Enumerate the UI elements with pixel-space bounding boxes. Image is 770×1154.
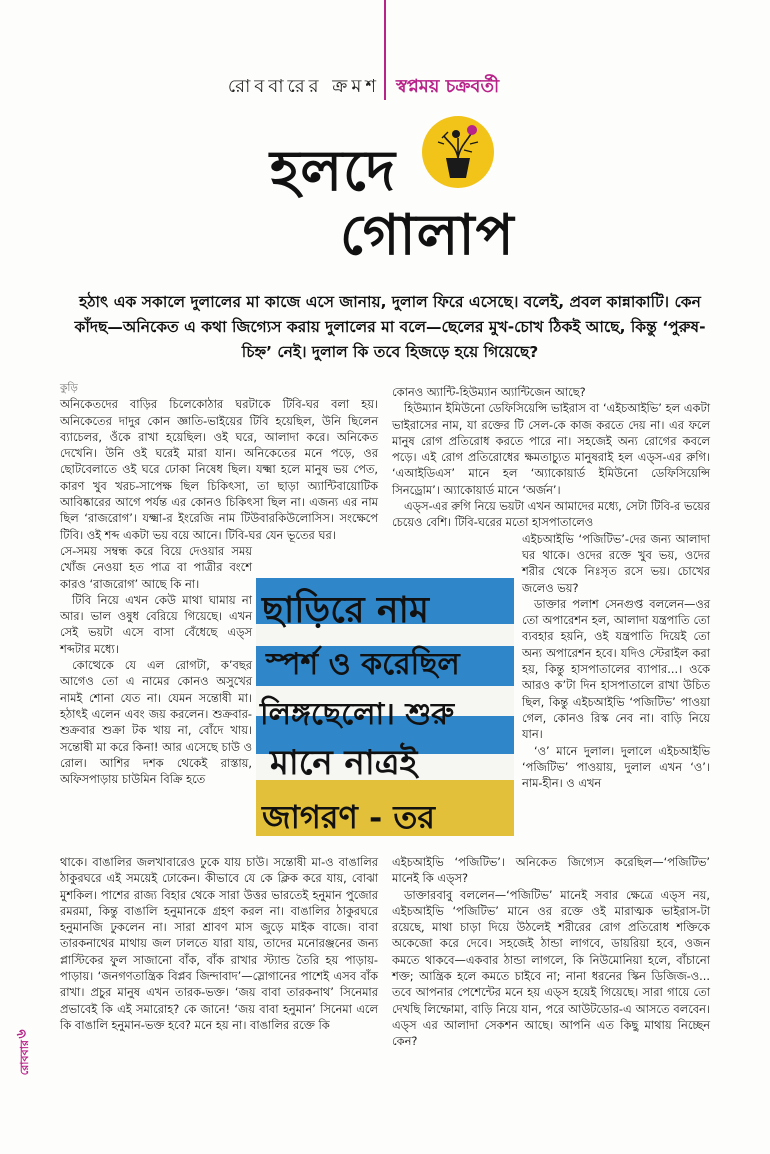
title-line-1: হলদে	[270, 138, 397, 204]
bottom-left-paragraph: থাকে। বাঙালির জলখাবারেও ঢুকে যায় চাউ। সন্তোষী মা-ও বাঙালির ঠাকুরঘরে এই সময়েই ঢোকেন। কীভাবে যে কে ক্লিক করে যায়, বোঝা মুশকিল। পাশের রাজ্য বিহার থেকে সারা উত্তর ভারতেই হনুমান পুজোর রমরমা, কিন্তু বাঙালি হনুমানকে গ্রহণ করল না। বাঙালির ঠাকুরঘরে হনুমানজি ঢুকলেন না। সারা শ্রাবণ মাস জুড়ে মাইক বাজে। বাবা তারকনাথের মাথায় জল ঢালতে যারা যায়, তাদের মনোরঞ্জনের জন্য প্লাস্টিকের ফুল সাজানো বাঁক, বাঁক রাখার স্ট্যান্ড তৈরি হয় পাড়ায়-পাড়ায়। ‘জনগণতান্ত্রিক বিপ্লব জিন্দাবাদ’—স্লোগানের পাশেই এসব বাঁক রাখা। প্রচুর মানুষ এখন তারক-ভক্ত। ‘জয় বাবা তারকনাথ’ সিনেমার প্রভাবেই কি এই সমারোহ? কে জানে! ‘জয় বাবা হনুমান’ সিনেমা এলে কি বাঙালি হনুমান-ভক্ত হবে? মনে হয় না। বাঙালির রক্তে কি	[60, 855, 378, 1032]
intro-blurb: হঠাৎ এক সকালে দুলালের মা কাজে এসে জানায়, দুলাল ফিরে এসেছে। বলেই, প্রবল কান্নাকাটি। কেন কাঁদছ—অনিকেত এ কথা জিগ্যেস করায় দুলালের মা বলে—ছেলের মুখ-চোখ ঠিকই আছে, কিন্তু ‘পুরুষ-চিহ্ন’ নেই। দুলাল কি তবে হিজড়ে হয়ে গিয়েছে?	[74, 293, 706, 361]
right-paragraph-4: এইচআইভি ‘পজিটিভ’-দের জন্য আলাদা ঘর থাকে। ওদের রক্তে খুব ভয়, ওদের শরীর থেকে নিঃসৃত রসে ভয়। চোখের জলেও ভয়?	[522, 531, 710, 595]
bottom-right-paragraph-2: ডাক্তারবাবু বললেন—‘পজিটিভ’ মানেই সবার ক্ষেত্রে এড্‌স নয়, এইচআইভি ‘পজিটিভ’ মানে ওর রক্তে ওই মারাত্মক ভাইরাস-টা রয়েছে, মাথা চাড়া দিয়ে উঠলেই শরীরের রোগ প্রতিরোধ শক্তিকে অকেজো করে দেবে। সহজেই ঠান্ডা লাগবে, ডায়রিয়া হবে, ওজন কমতে থাকবে—একবার ঠান্ডা লাগলে, কি নিউমোনিয়া হলে, বাঁচানো শক্ত; আন্ত্রিক হলে কমতে চাইবে না; নানা ধরনের স্কিন ডিজিজ-ও... তবে আপনার পেশেন্টের মনে হয় এড্‌স হয়েই গিয়েছে। সারা গায়ে তো দেখছি লিম্ফোমা, বাড়ি নিয়ে যান, পরে আউটডোর-এ আসতে বলবেন। এড্‌স এর আলাদা সেকশন আছে। আপনি এত কিছু মাথায় নিচ্ছেন কেন?	[392, 887, 710, 1049]
title-line-2: গোলাপ	[340, 202, 515, 268]
art-line-3: লিঙ্গছেলো। শুরু	[260, 697, 455, 732]
calligraphy-artwork	[256, 578, 514, 836]
art-line-4: মানে নাত্রই	[270, 743, 418, 783]
right-paragraph-5: ডাক্তার পলাশ সেনগুপ্ত বললেন—ওর তো অপারেশন হল, আলাদা যন্ত্রপাতি তো ব্যবহার হয়নি, ওই যন্ত্রপাতি দিয়েই তো অন্য অপারেশন হবে। যদিও স্টেরাইল করা হয়, কিন্তু হাসপাতালের ব্যাপার...। ওকে আরও ক’টা দিন হাসপাতালে রাখা উচিত ছিল, কিন্তু এইচআইভি ‘পজিটিভ’ পাওয়া গেল, কোনও রিস্ক নেব না। বাড়ি নিয়ে যান।	[522, 596, 710, 742]
art-line-1: ছাড়িরে নাম	[262, 589, 429, 631]
series-label: রোববারের ক্রমশ	[227, 76, 380, 97]
right-paragraph-1: কোনও অ্যান্টি-হিউম্যান অ্যান্টিজেন আছে?	[392, 385, 586, 399]
chapter-number: কুড়ি	[60, 382, 78, 394]
page-number: ৬	[13, 1029, 30, 1039]
left-paragraph-2: সে-সময় সম্বন্ধ করে বিয়ে দেওয়ার সময় খোঁজ নেওয়া হত পাত্র বা পাত্রীর বংশে কারও ‘রাজরোগ’ আছে কি না।	[60, 543, 252, 591]
right-narrow-block	[522, 531, 710, 792]
rose-pot-logo-icon	[420, 114, 496, 190]
bottom-right-paragraph-1: এইচআইভি ‘পজিটিভ’। অনিকেত জিগ্যেস করেছিল—‘পজিটিভ’ মানেই কি এড্‌স?	[392, 855, 710, 886]
top-divider	[384, 0, 386, 100]
left-paragraph-4: কোত্থেকে যে এল রোগটা, ক’বছর আগেও তো এ নামের কোনও অসুখের নামই শোনা যেত না। যেমন সন্তোষী মা। হঠাৎই এলেন এবং জয় করলেন। শুক্রবার-শুক্রবার শুক্রা টক খায় না, বোঁদে খায়। সন্তোষী মা করে কিনা! আর এসেছে চাউ ও রোল। আশির দশক থেকেই রাস্তায়, অফিসপাড়ায় চাউমিন বিক্রি হতে	[60, 658, 252, 787]
left-narrow-block	[60, 543, 252, 787]
author-name: স্বপ্নময় চক্রবর্তী	[396, 76, 500, 97]
right-paragraph-6: ‘ও’ মানে দুলাল। দুলালে এইচআইভি ‘পজিটিভ’ পাওয়ায়, দুলাল এখন ‘ও’। নাম-হীন। ও এখন	[522, 743, 710, 791]
bottom-left-column	[60, 854, 378, 1033]
art-line-2: স্পর্শ ও করেছিল	[266, 647, 460, 682]
left-paragraph-1: অনিকেতদের বাড়ির চিলেকোঠার ঘরটাকে টিবি-ঘর বলা হয়। অনিকেতের দাদুর কোন জ্ঞাতি-ভাইয়ের টিবি হয়েছিল, উনি ছিলেন ব্যাচেলর, ওঁকে রাখা হয়েছিল। ওই ঘরে, আলাদা করে। অনিকেত দেখেনি। উনি ওই ঘরেই মারা যান। অনিকেতের মনে পড়ে, ওর ছোটবেলাতে ওই ঘরে ঢোকা নিষেধ ছিল। যক্ষ্মা হলে মানুষ ভয় পেত, কারণ খুব খরচ-সাপেক্ষ ছিল চিকিৎসা, তা ছাড়া অ্যান্টিবায়োটিক আবিষ্কারের আগে পর্যন্ত এর কোনও চিকিৎসা ছিল না। এজন্য এর নাম ছিল ‘রাজরোগ’। যক্ষ্মা-র ইংরেজি নাম টিউবারকিউলোসিস। সংক্ষেপে টিবি। ওই শব্দ একটা ভয় বয়ে আনে। টিবি-ঘর যেন ভূতের ঘর।	[60, 397, 378, 542]
right-paragraph-3: এড্‌স-এর রুগি নিয়ে ভয়টা এখন আমাদের মধ্যে, সেটা টিবি-র ভয়ের চেয়েও বেশি। টিবি-ঘরের মতো হাসপাতালেও	[392, 499, 710, 530]
magazine-name: রোববার	[18, 1040, 31, 1076]
left-paragraph-3: টিবি নিয়ে এখন কেউ মাথা ঘামায় না আর। ভাল ওষুধ বেরিয়ে গিয়েছে। এখন সেই ভয়টা এসে বাসা বেঁধেছে এড্‌স শব্দটার মধ্যে।	[60, 592, 252, 656]
bottom-right-column	[392, 854, 710, 1050]
right-paragraph-2: হিউম্যান ইমিউনো ডেফিসিয়েন্সি ভাইরাস বা ‘এইচআইভি’ হল একটা ভাইরাসের নাম, যা রক্তের টি সেল-কে কাজ করতে দেয় না। এর ফলে মানুষ রোগ প্রতিরোধ করতে পারে না। সহজেই অন্য রোগের কবলে পড়ে। এই রোগ প্রতিরোধের ক্ষমতাচ্যুত মানুষরাই হল এড্‌স-এর রুগি। ‘এআইডিএস’ মানে হল ‘অ্যাকোয়ার্ড ইমিউনো ডেফিসিয়েন্সি সিনড্রোম’। অ্যাকোয়ার্ড মানে ‘অর্জন’।	[392, 401, 710, 497]
art-line-5: জাগরণ - তর	[262, 798, 436, 836]
